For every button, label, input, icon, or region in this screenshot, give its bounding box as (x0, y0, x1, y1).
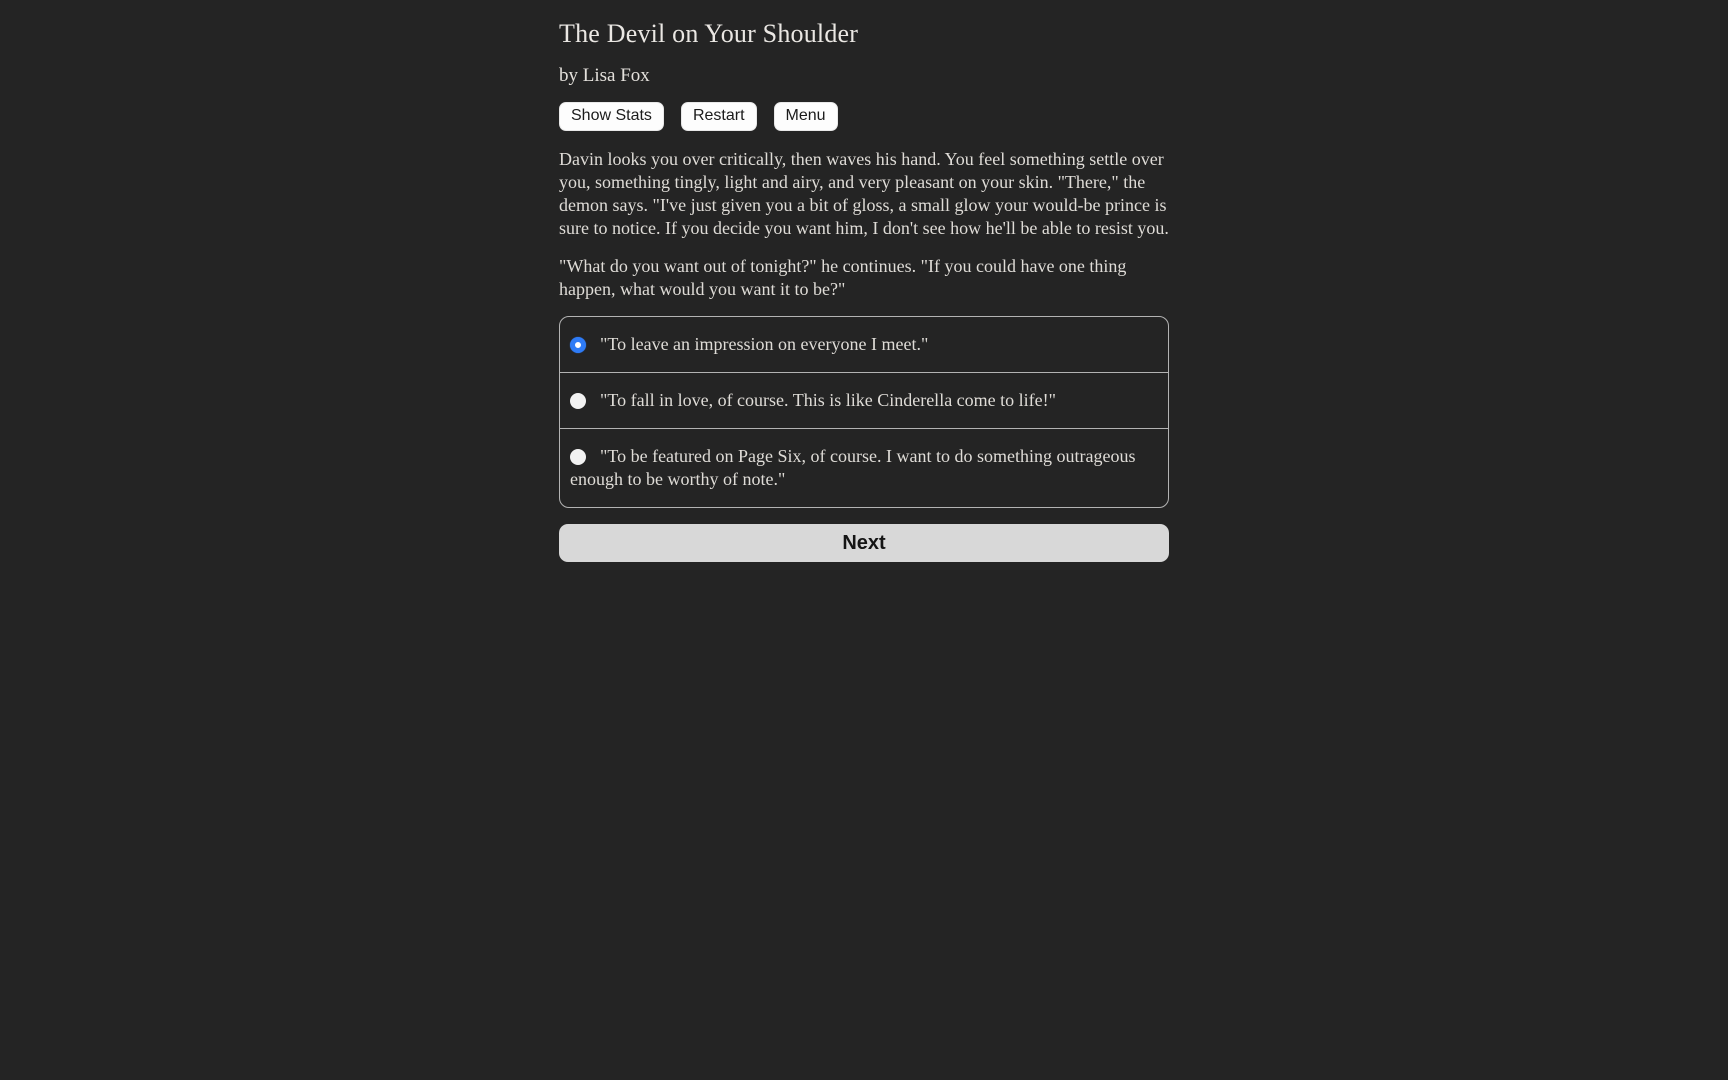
restart-button[interactable]: Restart (681, 102, 757, 131)
page-title: The Devil on Your Shoulder (559, 19, 859, 48)
choice-option-3[interactable] (560, 428, 1168, 507)
story-paragraph-1: Davin looks you over critically, then waves his hand. You feel something settle over you, something tingly, light and airy, and very pleasant on your skin. "There," the demon says. "I've just given you a bit of gloss, a small glow your would-be prince is sure to notice. If you decide you want him, I don't see how he'll be able to resist you. (559, 149, 1169, 238)
choice-option-2[interactable] (560, 372, 1168, 428)
next-button[interactable]: Next (559, 524, 1169, 562)
toolbar (559, 102, 1169, 131)
choice-option-1[interactable] (560, 317, 1168, 372)
content-column (559, 0, 1169, 562)
author-byline: by Lisa Fox (559, 65, 650, 86)
story-paragraph-2: "What do you want out of tonight?" he continues. "If you could have one thing happen, what would you want it to be?" (559, 256, 1127, 299)
choice-label: "To be featured on Page Six, of course. I want to do something outrageous enough to be worthy of note." (570, 446, 1136, 489)
radio-unselected-icon[interactable] (570, 449, 586, 465)
choice-label: "To leave an impression on everyone I meet." (600, 334, 929, 354)
choice-label: "To fall in love, of course. This is like Cinderella come to life!" (600, 390, 1056, 410)
show-stats-button[interactable]: Show Stats (559, 102, 664, 131)
choice-group (559, 316, 1169, 508)
radio-unselected-icon[interactable] (570, 393, 586, 409)
radio-selected-icon[interactable] (570, 337, 586, 353)
menu-button[interactable]: Menu (774, 102, 838, 131)
